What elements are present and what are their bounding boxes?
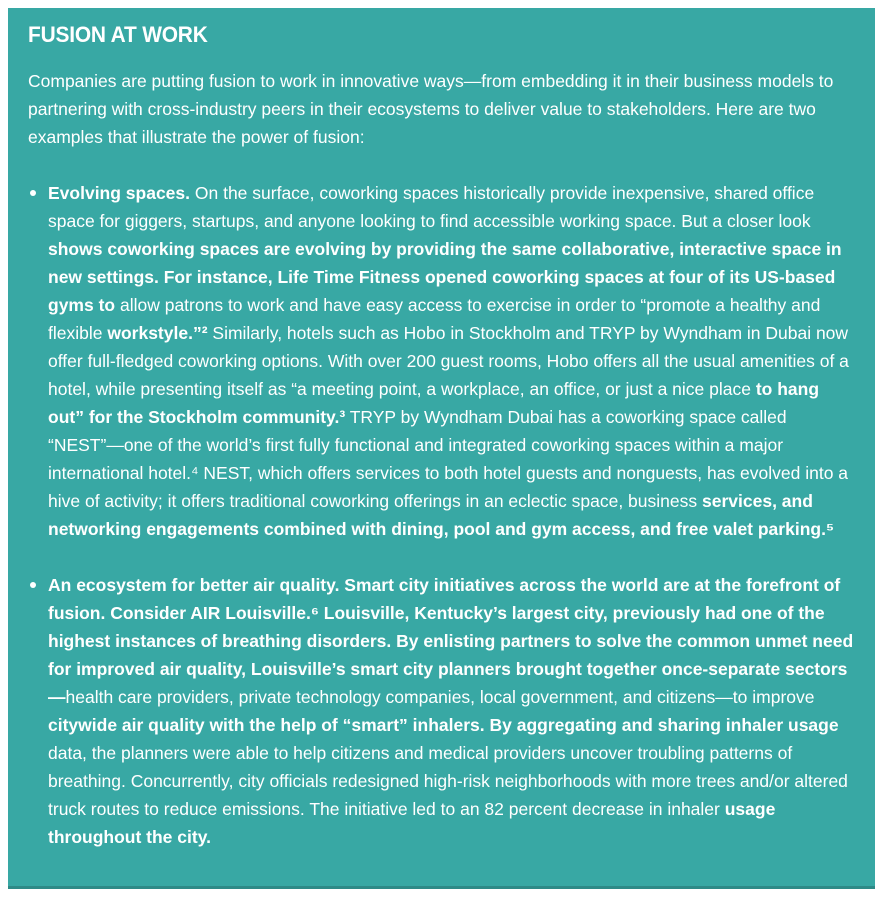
- bold-text-segment: workstyle.”²: [107, 323, 208, 343]
- bold-text-segment: Smart city initiatives across the world are at the forefront of fusion. Consider AIR Louisville.⁶ Louisville, Kentucky’s largest city, previously had one of the highest instances of breathing disorders. By enlisting partners to solve the common unmet need for improved air quality, Louisville’s smart city planners brought together once-separate sectors—: [48, 575, 854, 707]
- bold-text-segment: services, and networking engagements combined with dining, pool and gym access, and free valet parking.⁵: [48, 491, 835, 539]
- bullet-dot-icon: [30, 582, 36, 588]
- list-item: [28, 571, 855, 851]
- text-segment: Similarly, hotels such as Hobo in Stockholm and TRYP by Wyndham in Dubai now offer full-fledged coworking options. With over 200 guest rooms, Hobo offers all the usual amenities of a hotel, while presenting itself as “a meeting point, a workplace, an office, or just a nice place: [48, 323, 849, 399]
- bullet-list: [28, 179, 855, 851]
- bold-text-segment: shows coworking spaces are evolving by providing the same collaborative, interactive space in new settings. For instance, Life Time Fitness opened coworking spaces at four of its US-based gyms to: [48, 239, 842, 315]
- bold-text-segment: Evolving spaces.: [48, 183, 191, 203]
- text-segment: TRYP by Wyndham Dubai has a coworking space called “NEST”—one of the world’s first fully functional and integrated coworking spaces within a major international hotel.⁴ NEST, which offers services to both hotel guests and nonguests, has evolved into a hive of activity; it offers traditional coworking offerings in an eclectic space, business: [48, 407, 849, 511]
- list-item: [28, 179, 855, 543]
- text-segment: data, the planners were able to help citizens and medical providers uncover troubling patterns of breathing. Concurrently, city officials redesigned high-risk neighborhoods with more trees and/or altered truck routes to reduce emissions. The initiative led to an 82 percent decrease in inhaler: [48, 743, 848, 819]
- bold-text-segment: citywide air quality with the help of “smart” inhalers. By aggregating and sharing inhaler usage: [48, 715, 839, 735]
- bold-text-segment: usage throughout the city.: [48, 799, 776, 847]
- fusion-at-work-panel: [8, 8, 875, 889]
- page: [0, 8, 881, 904]
- intro-paragraph: Companies are putting fusion to work in innovative ways—from embedding it in their business models to partnering with cross-industry peers in their ecosystems to deliver value to stakeholders. Here are two examples that illustrate the power of fusion:: [28, 71, 834, 147]
- bold-text-segment: to hang out” for the Stockholm community.³: [48, 379, 820, 427]
- bold-text-segment: An ecosystem for better air quality.: [48, 575, 340, 595]
- text-segment: On the surface, coworking spaces historically provide inexpensive, shared office space for giggers, startups, and anyone looking to find accessible working space. But a closer look: [48, 183, 815, 231]
- panel-title: FUSION AT WORK: [28, 22, 208, 47]
- text-segment: allow patrons to work and have easy access to exercise in order to “promote a healthy and flexible: [48, 295, 821, 343]
- bullet-dot-icon: [30, 190, 36, 196]
- text-segment: health care providers, private technology companies, local government, and citizens—to improve: [65, 687, 815, 707]
